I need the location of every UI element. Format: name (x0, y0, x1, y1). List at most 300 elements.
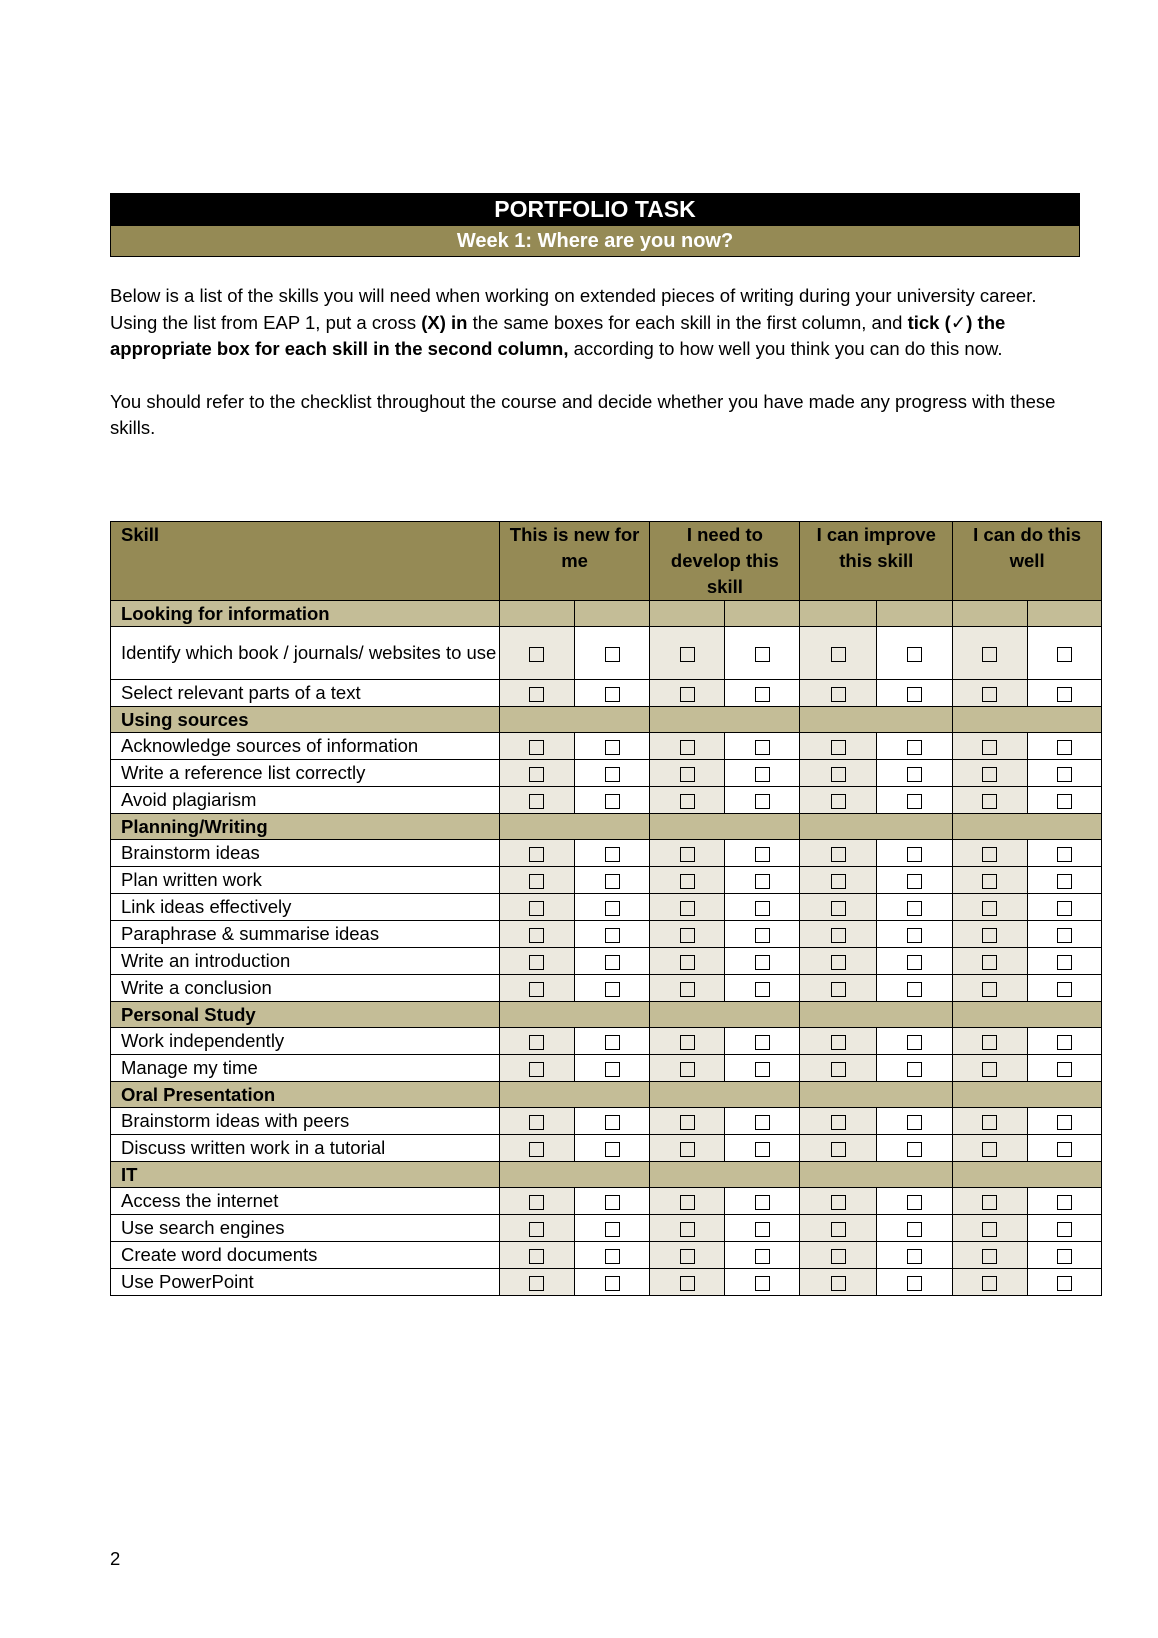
checkbox[interactable] (755, 901, 770, 916)
category-row (111, 601, 1102, 627)
checkbox[interactable] (831, 874, 846, 889)
checkbox[interactable] (605, 1142, 620, 1157)
checkbox[interactable] (755, 794, 770, 809)
skill-label: Acknowledge sources of information (111, 733, 500, 760)
checkbox[interactable] (982, 740, 997, 755)
checkbox[interactable] (680, 982, 695, 997)
skill-row (111, 1028, 1102, 1055)
checkbox-cell (953, 1055, 1027, 1082)
checkbox[interactable] (680, 647, 695, 662)
skill-row (111, 894, 1102, 921)
checkbox[interactable] (755, 1142, 770, 1157)
checkbox[interactable] (1057, 1222, 1072, 1237)
checkbox-cell (800, 894, 876, 921)
checkbox[interactable] (982, 1222, 997, 1237)
checkbox[interactable] (831, 1222, 846, 1237)
checkbox-cell (499, 975, 574, 1002)
checkbox[interactable] (1057, 1035, 1072, 1050)
checkbox[interactable] (755, 1035, 770, 1050)
checkbox-cell (724, 733, 799, 760)
checkbox[interactable] (831, 1035, 846, 1050)
checkbox-cell (800, 840, 876, 867)
checkbox-cell (724, 867, 799, 894)
checkbox[interactable] (907, 740, 922, 755)
checkbox-cell (724, 1242, 799, 1269)
checkbox[interactable] (831, 687, 846, 702)
checkbox[interactable] (907, 1249, 922, 1264)
checkbox[interactable] (605, 901, 620, 916)
checkbox[interactable] (831, 955, 846, 970)
checkbox-cell (1027, 867, 1101, 894)
checkbox[interactable] (529, 1142, 544, 1157)
skill-label: Select relevant parts of a text (111, 680, 500, 707)
checkbox-cell (876, 948, 952, 975)
checkbox-cell (724, 627, 799, 680)
checkbox-cell (953, 733, 1027, 760)
checkbox[interactable] (831, 1115, 846, 1130)
category-spacer-cell (800, 1002, 953, 1028)
checkbox[interactable] (1057, 982, 1072, 997)
instructions-paragraph-2: You should refer to the checklist throughout the course and decide whether you have made any progress with these skills. (110, 390, 1056, 438)
checkbox[interactable] (755, 955, 770, 970)
checkbox[interactable] (605, 767, 620, 782)
checkbox[interactable] (680, 740, 695, 755)
checkbox[interactable] (1057, 687, 1072, 702)
checkbox[interactable] (755, 1276, 770, 1291)
checkbox-cell (1027, 1269, 1101, 1296)
checkbox-cell (575, 867, 650, 894)
checkbox[interactable] (982, 767, 997, 782)
checkbox[interactable] (907, 1222, 922, 1237)
checkbox[interactable] (907, 1062, 922, 1077)
checkbox[interactable] (755, 1249, 770, 1264)
checkbox-cell (876, 760, 952, 787)
skill-row (111, 1055, 1102, 1082)
checkbox[interactable] (831, 1195, 846, 1210)
checkbox-cell (575, 733, 650, 760)
checkbox-cell (724, 760, 799, 787)
checkbox-cell (499, 760, 574, 787)
checkbox[interactable] (529, 767, 544, 782)
checkbox[interactable] (605, 794, 620, 809)
checkbox-cell (876, 1269, 952, 1296)
checkbox-cell (650, 867, 724, 894)
checkbox[interactable] (982, 1035, 997, 1050)
skill-label: Avoid plagiarism (111, 787, 500, 814)
checkbox-cell (953, 680, 1027, 707)
checkbox-cell (650, 627, 724, 680)
category-spacer-cell (650, 707, 800, 733)
checkbox-cell (953, 760, 1027, 787)
skill-row (111, 787, 1102, 814)
checkbox-cell (800, 1135, 876, 1162)
checkbox[interactable] (680, 1062, 695, 1077)
checkbox[interactable] (755, 874, 770, 889)
checkbox-cell (575, 760, 650, 787)
checkbox[interactable] (529, 1276, 544, 1291)
checkbox-cell (876, 840, 952, 867)
checkbox[interactable] (755, 740, 770, 755)
checkbox-cell (876, 1242, 952, 1269)
checkbox[interactable] (605, 687, 620, 702)
checkbox-cell (953, 1188, 1027, 1215)
checkbox[interactable] (605, 955, 620, 970)
checkbox[interactable] (755, 982, 770, 997)
checkbox[interactable] (680, 955, 695, 970)
checkbox[interactable] (907, 847, 922, 862)
checkbox[interactable] (831, 901, 846, 916)
checkbox[interactable] (907, 928, 922, 943)
checkbox[interactable] (680, 1035, 695, 1050)
checkbox[interactable] (755, 1115, 770, 1130)
checkbox[interactable] (1057, 767, 1072, 782)
checkbox-cell (499, 840, 574, 867)
checkbox[interactable] (529, 794, 544, 809)
checkbox[interactable] (831, 794, 846, 809)
skill-row (111, 1108, 1102, 1135)
checkbox-cell (499, 1135, 574, 1162)
checkbox[interactable] (529, 647, 544, 662)
checkbox[interactable] (1057, 1142, 1072, 1157)
category-spacer-cell (800, 1082, 953, 1108)
category-spacer-cell (800, 814, 953, 840)
checkbox-cell (953, 1242, 1027, 1269)
checkbox[interactable] (907, 1142, 922, 1157)
checkbox[interactable] (1057, 928, 1072, 943)
checkbox[interactable] (907, 1276, 922, 1291)
checkbox[interactable] (529, 1195, 544, 1210)
checkbox-cell (876, 1055, 952, 1082)
checkbox[interactable] (755, 1062, 770, 1077)
checkbox[interactable] (982, 1276, 997, 1291)
checkbox-cell (800, 1108, 876, 1135)
checkbox-cell (650, 1269, 724, 1296)
checkbox-cell (953, 1108, 1027, 1135)
instructions-paragraph-1: Below is a list of the skills you will need when working on extended pieces of writing during your university career. Using the list from EAP 1, put a cross (X) in the same boxes for each skill in the first column, and tick (✓) the appropriate box for each skill in the second column, according to how well you think you can do this now. (110, 285, 1037, 359)
skill-label: Discuss written work in a tutorial (111, 1135, 500, 1162)
checkbox[interactable] (907, 982, 922, 997)
checkbox[interactable] (755, 1195, 770, 1210)
checkbox[interactable] (680, 1222, 695, 1237)
checkbox-cell (953, 867, 1027, 894)
checkbox-cell (800, 627, 876, 680)
checkbox-cell (724, 1188, 799, 1215)
checkbox-cell (1027, 921, 1101, 948)
checkbox[interactable] (982, 847, 997, 862)
checkbox-cell (1027, 948, 1101, 975)
checkbox-cell (650, 733, 724, 760)
checkbox-cell (1027, 975, 1101, 1002)
category-row (111, 707, 1102, 733)
checkbox[interactable] (1057, 1195, 1072, 1210)
category-spacer-cell (953, 1002, 1102, 1028)
checkbox[interactable] (907, 767, 922, 782)
checkbox-cell (499, 733, 574, 760)
skill-label: Work independently (111, 1028, 500, 1055)
category-spacer-cell (724, 601, 799, 627)
checkbox[interactable] (680, 1115, 695, 1130)
checkbox-cell (1027, 1135, 1101, 1162)
checkbox[interactable] (982, 901, 997, 916)
checkbox[interactable] (1057, 874, 1072, 889)
checkbox[interactable] (529, 1115, 544, 1130)
checkbox[interactable] (605, 1249, 620, 1264)
checkbox[interactable] (605, 928, 620, 943)
category-spacer-cell (953, 1162, 1102, 1188)
checkbox-cell (724, 975, 799, 1002)
category-spacer-cell (800, 601, 876, 627)
checkbox[interactable] (831, 928, 846, 943)
checkbox[interactable] (605, 1062, 620, 1077)
checkbox[interactable] (982, 1195, 997, 1210)
checkbox[interactable] (680, 901, 695, 916)
checkbox[interactable] (605, 847, 620, 862)
checkbox[interactable] (529, 1222, 544, 1237)
checkbox[interactable] (982, 955, 997, 970)
checkbox[interactable] (529, 687, 544, 702)
skill-label: Plan written work (111, 867, 500, 894)
checkbox[interactable] (605, 740, 620, 755)
checkbox-cell (724, 1055, 799, 1082)
checkbox-cell (800, 921, 876, 948)
checkbox-cell (650, 921, 724, 948)
checkbox-cell (953, 894, 1027, 921)
checkbox[interactable] (605, 982, 620, 997)
checkbox-cell (1027, 894, 1101, 921)
category-spacer-cell (650, 601, 724, 627)
checkbox[interactable] (680, 847, 695, 862)
checkbox[interactable] (982, 1249, 997, 1264)
checkbox[interactable] (755, 687, 770, 702)
checkbox[interactable] (1057, 901, 1072, 916)
checkbox[interactable] (605, 647, 620, 662)
checkbox[interactable] (680, 767, 695, 782)
checkbox[interactable] (1057, 740, 1072, 755)
checkbox-cell (575, 787, 650, 814)
checkbox[interactable] (680, 874, 695, 889)
checkbox[interactable] (680, 1142, 695, 1157)
checkbox-cell (1027, 627, 1101, 680)
checkbox-cell (953, 1135, 1027, 1162)
checkbox[interactable] (831, 767, 846, 782)
checkbox[interactable] (1057, 955, 1072, 970)
checkbox[interactable] (831, 1276, 846, 1291)
checkbox[interactable] (982, 1142, 997, 1157)
checkbox[interactable] (982, 1062, 997, 1077)
checkbox[interactable] (907, 1195, 922, 1210)
page-title: PORTFOLIO TASK (110, 193, 1080, 226)
category-spacer-cell (575, 601, 650, 627)
checkbox[interactable] (529, 847, 544, 862)
checkbox[interactable] (529, 1062, 544, 1077)
skill-label: Link ideas effectively (111, 894, 500, 921)
skill-label: Identify which book / journals/ websites to use (111, 627, 500, 680)
checkbox[interactable] (755, 767, 770, 782)
checkbox[interactable] (1057, 1276, 1072, 1291)
checkbox[interactable] (680, 1195, 695, 1210)
checkbox[interactable] (831, 1249, 846, 1264)
checkbox-cell (953, 1215, 1027, 1242)
checkbox-cell (650, 1108, 724, 1135)
checkbox[interactable] (1057, 647, 1072, 662)
category-row (111, 1082, 1102, 1108)
checkbox[interactable] (982, 794, 997, 809)
checkbox[interactable] (982, 687, 997, 702)
checkbox[interactable] (831, 1142, 846, 1157)
skill-row (111, 1242, 1102, 1269)
checkbox[interactable] (529, 740, 544, 755)
skill-label: Brainstorm ideas with peers (111, 1108, 500, 1135)
checkbox[interactable] (982, 982, 997, 997)
checkbox[interactable] (831, 647, 846, 662)
checkbox-cell (575, 840, 650, 867)
checkbox-cell (800, 1242, 876, 1269)
category-spacer-cell (650, 1082, 800, 1108)
checkbox-cell (800, 1028, 876, 1055)
category-spacer-cell (876, 601, 952, 627)
checkbox-cell (499, 867, 574, 894)
category-spacer-cell (650, 1002, 800, 1028)
checkbox-cell (650, 1215, 724, 1242)
skill-label: Write a conclusion (111, 975, 500, 1002)
checkbox-cell (575, 1135, 650, 1162)
checkbox-cell (800, 948, 876, 975)
checkbox-cell (499, 921, 574, 948)
checkbox-cell (575, 1242, 650, 1269)
checkbox[interactable] (907, 647, 922, 662)
checkbox[interactable] (529, 901, 544, 916)
checkbox-cell (499, 680, 574, 707)
checkbox-cell (499, 1215, 574, 1242)
checkbox[interactable] (907, 901, 922, 916)
checkbox-cell (876, 1215, 952, 1242)
checkbox[interactable] (982, 874, 997, 889)
checkbox[interactable] (680, 794, 695, 809)
checkbox[interactable] (680, 1249, 695, 1264)
checkbox[interactable] (680, 1276, 695, 1291)
category-spacer-cell (499, 1162, 650, 1188)
checkbox[interactable] (907, 1035, 922, 1050)
checkbox[interactable] (605, 1035, 620, 1050)
checkbox-cell (499, 1108, 574, 1135)
checkbox[interactable] (755, 847, 770, 862)
checkbox[interactable] (529, 982, 544, 997)
skill-label: Write a reference list correctly (111, 760, 500, 787)
checkbox[interactable] (529, 955, 544, 970)
checkbox-cell (724, 1135, 799, 1162)
checkbox[interactable] (907, 1115, 922, 1130)
column-header-new: This is new for me (499, 522, 650, 601)
checkbox[interactable] (907, 687, 922, 702)
page-subtitle: Week 1: Where are you now? (110, 226, 1080, 257)
checkbox-cell (1027, 1242, 1101, 1269)
checkbox-cell (650, 680, 724, 707)
column-header-do-well: I can do this well (953, 522, 1102, 601)
checkbox[interactable] (680, 928, 695, 943)
checkbox[interactable] (529, 874, 544, 889)
checkbox[interactable] (1057, 1115, 1072, 1130)
checkbox[interactable] (680, 687, 695, 702)
skill-row (111, 867, 1102, 894)
checkbox-cell (650, 1055, 724, 1082)
checkbox[interactable] (1057, 794, 1072, 809)
checkbox[interactable] (907, 794, 922, 809)
checkbox[interactable] (1057, 847, 1072, 862)
checkbox-cell (876, 1188, 952, 1215)
checkbox-cell (724, 1028, 799, 1055)
table-header-row (111, 522, 1102, 601)
checkbox-cell (575, 948, 650, 975)
checkbox-cell (953, 627, 1027, 680)
checkbox[interactable] (982, 1115, 997, 1130)
checkbox-cell (1027, 733, 1101, 760)
checkbox[interactable] (907, 874, 922, 889)
checkbox-cell (499, 1055, 574, 1082)
checkbox[interactable] (1057, 1249, 1072, 1264)
checkbox[interactable] (529, 928, 544, 943)
checkbox-cell (650, 894, 724, 921)
category-spacer-cell (499, 707, 650, 733)
checkbox-cell (1027, 1055, 1101, 1082)
checkbox[interactable] (982, 928, 997, 943)
skill-row (111, 840, 1102, 867)
checkbox[interactable] (605, 1222, 620, 1237)
checkbox[interactable] (755, 647, 770, 662)
checkbox[interactable] (831, 740, 846, 755)
checkbox[interactable] (755, 928, 770, 943)
category-row (111, 1002, 1102, 1028)
checkbox[interactable] (529, 1249, 544, 1264)
checkbox-cell (575, 1028, 650, 1055)
checkbox-cell (499, 627, 574, 680)
checkbox[interactable] (755, 1222, 770, 1237)
checkbox-cell (724, 1108, 799, 1135)
checkbox[interactable] (1057, 1062, 1072, 1077)
checkbox[interactable] (982, 647, 997, 662)
checkbox[interactable] (529, 1035, 544, 1050)
category-row (111, 1162, 1102, 1188)
skill-row (111, 733, 1102, 760)
category-spacer-cell (650, 1162, 800, 1188)
checkbox-cell (724, 1215, 799, 1242)
checkbox[interactable] (605, 1195, 620, 1210)
checkbox-cell (575, 894, 650, 921)
checkbox-cell (499, 894, 574, 921)
checkbox[interactable] (605, 1115, 620, 1130)
checkbox[interactable] (831, 1062, 846, 1077)
checkbox[interactable] (605, 1276, 620, 1291)
checkbox[interactable] (831, 982, 846, 997)
checkbox-cell (650, 1242, 724, 1269)
category-spacer-cell (953, 707, 1102, 733)
checkbox-cell (650, 760, 724, 787)
category-spacer-cell (499, 601, 574, 627)
checkbox-cell (1027, 840, 1101, 867)
checkbox-cell (1027, 1215, 1101, 1242)
checkbox-cell (575, 1108, 650, 1135)
checkbox[interactable] (831, 847, 846, 862)
checkbox[interactable] (907, 955, 922, 970)
category-spacer-cell (1027, 601, 1101, 627)
checkbox-cell (650, 1188, 724, 1215)
skill-label: Write an introduction (111, 948, 500, 975)
checkbox-cell (650, 1028, 724, 1055)
category-spacer-cell (650, 814, 800, 840)
skill-row (111, 975, 1102, 1002)
skill-label: Create word documents (111, 1242, 500, 1269)
checkbox[interactable] (605, 874, 620, 889)
skill-label: Manage my time (111, 1055, 500, 1082)
